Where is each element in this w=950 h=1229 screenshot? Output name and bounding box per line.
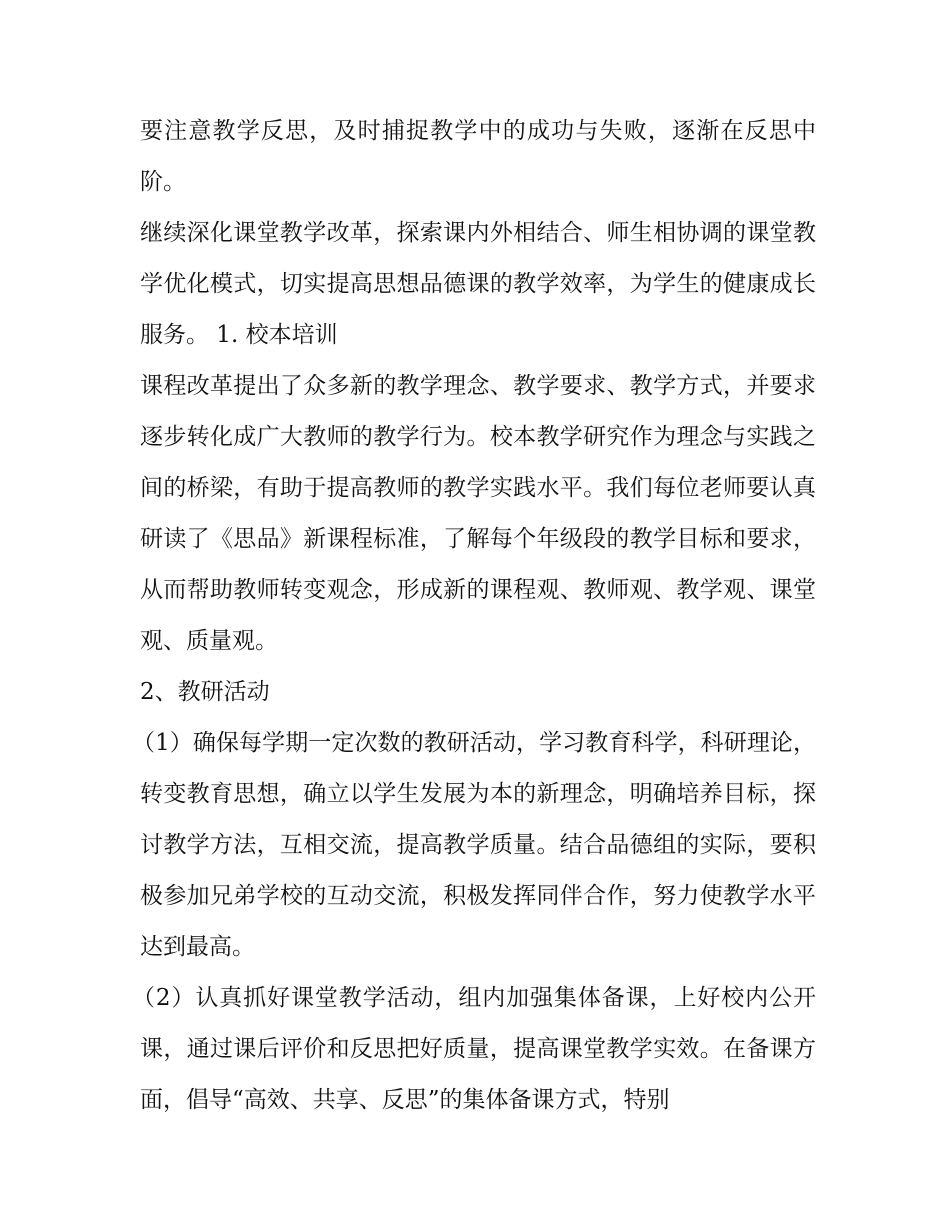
paragraph-classroom-reform: 继续深化课堂教学改革，探索课内外相结合、师生相协调的课堂教学优化模式，切实提高思想品德课的教学效率，为学生的健康成长服务。 1. 校本培训	[140, 220, 816, 348]
paragraph-item-1: （1）确保每学期一定次数的教研活动，学习教育科学，科研理论，转变教育思想，确立以学生发展为本的新理念，明确培养目标，探讨教学方法，互相交流，提高教学质量。结合品德组的实际，要积极参加兄弟学校的互动交流，积极发挥同伴合作，努力使教学水平达到最高。	[132, 730, 816, 960]
paragraph-item-2: （2）认真抓好课堂教学活动，组内加强集体备课，上好校内公开课，通过课后评价和反思把好质量，提高课堂教学实效。在备课方面，倡导“高效、共享、反思”的集体备课方式，特别	[132, 985, 816, 1113]
document-body	[132, 106, 816, 1126]
paragraph-curriculum-reform: 课程改革提出了众多新的教学理念、教学要求、教学方式，并要求逐步转化成广大教师的教学行为。校本教学研究作为理念与实践之间的桥梁，有助于提高教师的教学实践水平。我们每位老师要认真研读了《思品》新课程标准，了解每个年级段的教学目标和要求，从而帮助教师转变观念，形成新的课程观、教师观、教学观、课堂观、质量观。	[140, 373, 816, 654]
paragraph-reflection: 要注意教学反思，及时捕捉教学中的成功与失败，逐渐在反思中阶。	[140, 118, 816, 195]
section-heading-teaching-research: 2、教研活动	[140, 679, 270, 705]
